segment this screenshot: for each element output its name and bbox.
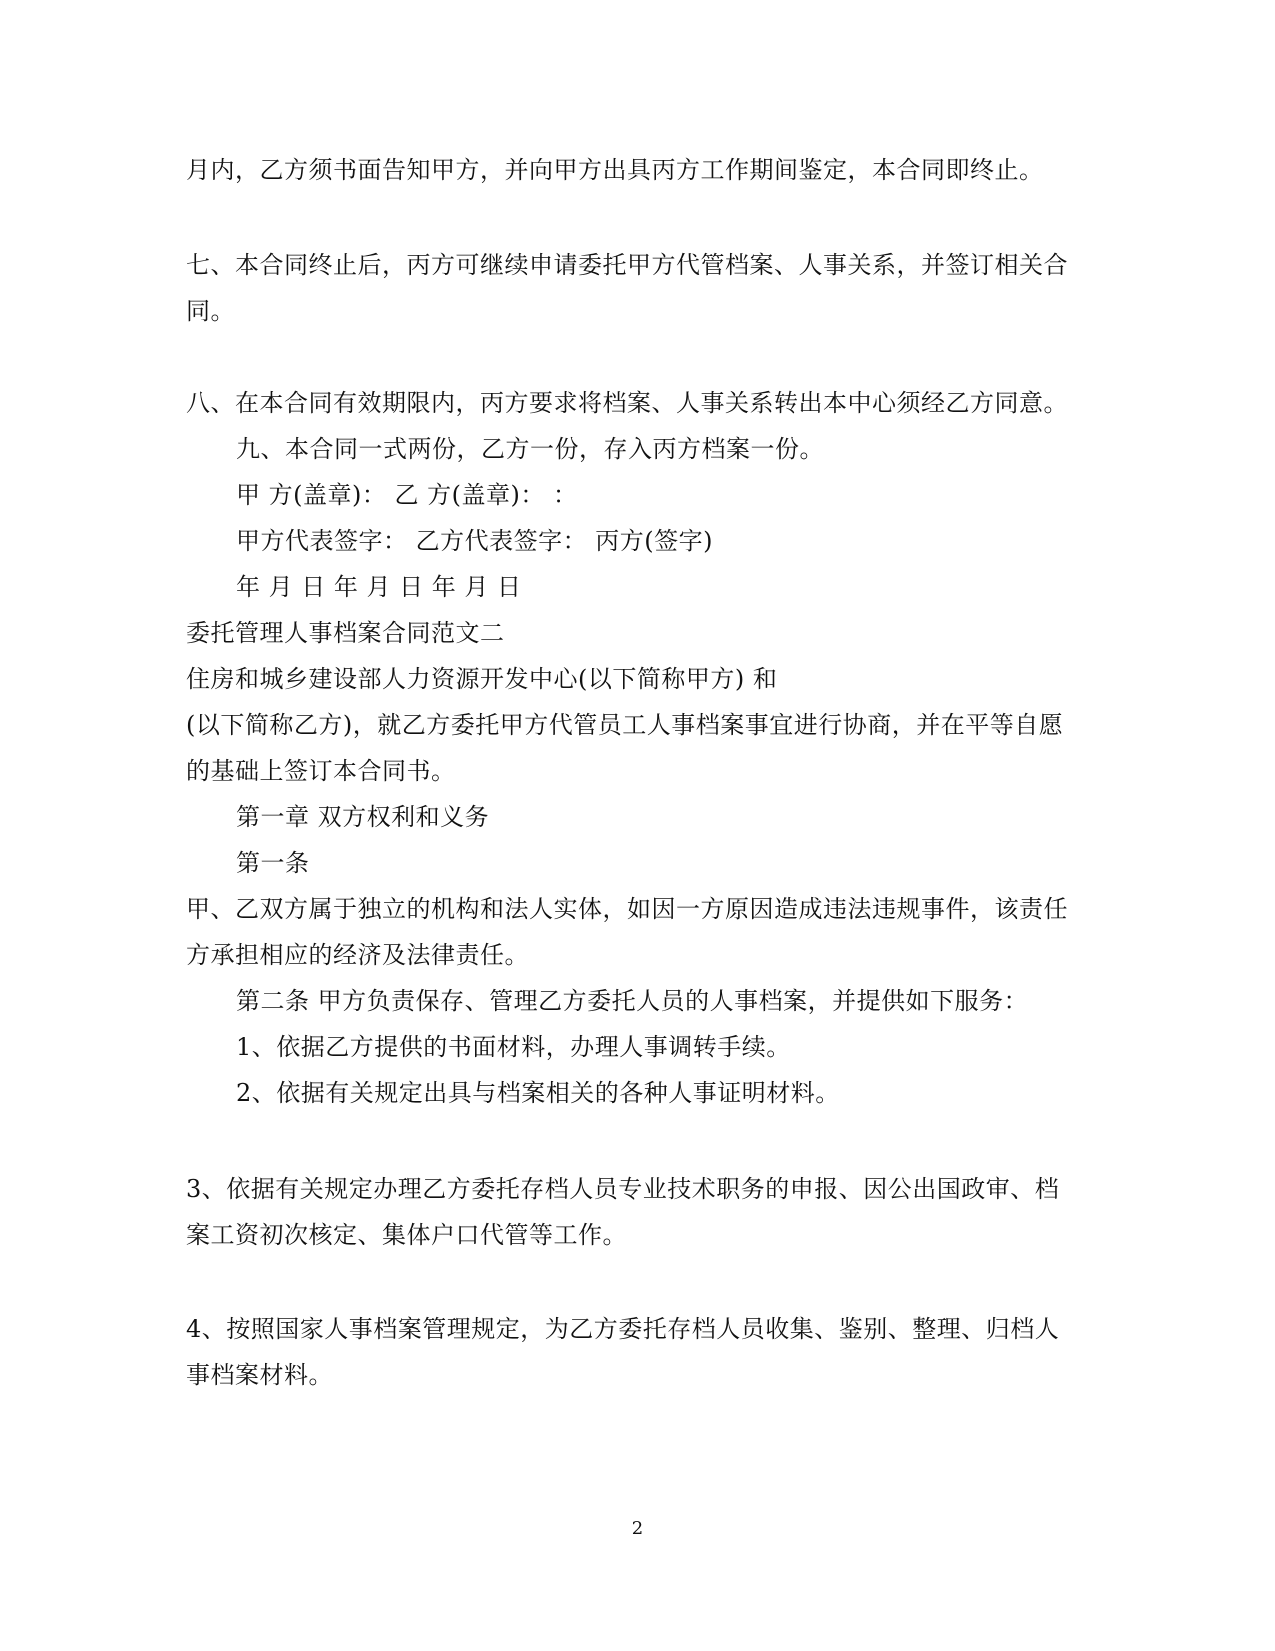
article-heading: 第一条 bbox=[236, 849, 310, 877]
clause-7-line: 七、本合同终止后，丙方可继续申请委托甲方代管档案、人事关系，并签订相关合 bbox=[186, 251, 1068, 279]
list-item: 4、按照国家人事档案管理规定，为乙方委托存档人员收集、鉴别、整理、归档人 bbox=[186, 1315, 1060, 1343]
page-number: 2 bbox=[631, 1518, 644, 1539]
list-item: 2、依据有关规定出具与档案相关的各种人事证明材料。 bbox=[236, 1079, 840, 1107]
date-line: 年 月 日 年 月 日 年 月 日 bbox=[236, 573, 522, 601]
list-item: 3、依据有关规定办理乙方委托存档人员专业技术职务的申报、因公出国政审、档 bbox=[186, 1175, 1060, 1203]
clause-9-line: 九、本合同一式两份，乙方一份，存入丙方档案一份。 bbox=[236, 435, 824, 463]
clause-8-line: 八、在本合同有效期限内，丙方要求将档案、人事关系转出本中心须经乙方同意。 bbox=[186, 389, 1068, 417]
clause-7-line: 同。 bbox=[186, 297, 235, 325]
body-line: (以下简称乙方)，就乙方委托甲方代管员工人事档案事宜进行协商，并在平等自愿 bbox=[186, 711, 1064, 739]
section-title: 委托管理人事档案合同范文二 bbox=[186, 619, 505, 647]
list-item: 事档案材料。 bbox=[186, 1361, 333, 1389]
body-line: 甲、乙双方属于独立的机构和法人实体，如因一方原因造成违法违规事件，该责任 bbox=[186, 895, 1068, 923]
signature-line: 甲方代表签字： 乙方代表签字： 丙方(签字) bbox=[236, 527, 713, 555]
seal-line: 甲 方(盖章)： 乙 方(盖章)： ： bbox=[236, 481, 578, 509]
body-line: 方承担相应的经济及法律责任。 bbox=[186, 941, 529, 969]
list-item: 案工资初次核定、集体户口代管等工作。 bbox=[186, 1221, 627, 1249]
body-line: 的基础上签订本合同书。 bbox=[186, 757, 456, 785]
article-line: 第二条 甲方负责保存、管理乙方委托人员的人事档案，并提供如下服务： bbox=[236, 987, 1029, 1015]
body-line: 住房和城乡建设部人力资源开发中心(以下简称甲方) 和 bbox=[186, 665, 778, 693]
list-item: 1、依据乙方提供的书面材料，办理人事调转手续。 bbox=[236, 1033, 791, 1061]
chapter-heading: 第一章 双方权利和义务 bbox=[236, 803, 490, 831]
body-line: 月内，乙方须书面告知甲方，并向甲方出具丙方工作期间鉴定，本合同即终止。 bbox=[186, 156, 1044, 184]
